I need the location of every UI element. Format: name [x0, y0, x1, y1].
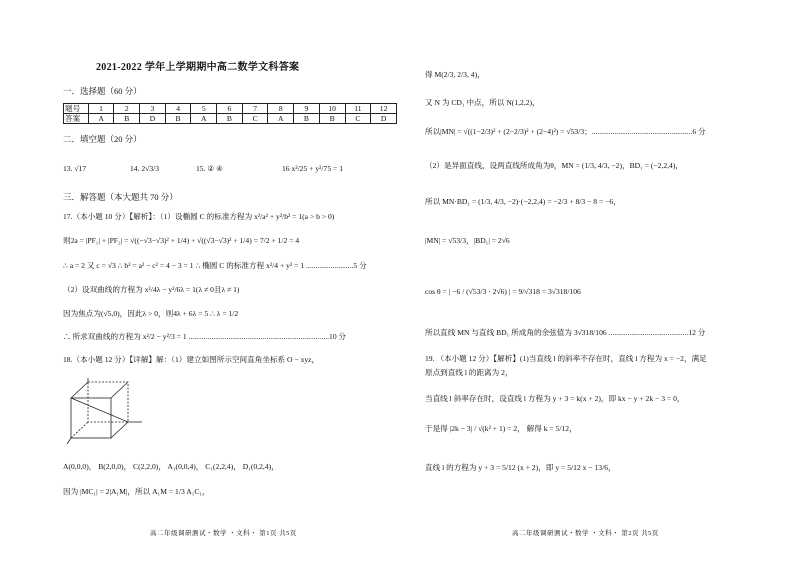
fill-answer-14: 14. 2√3/3	[130, 164, 160, 173]
table-cell: 6	[217, 104, 243, 114]
table-cell: A	[191, 114, 217, 124]
table-header-row	[64, 104, 397, 114]
table-cell: A	[88, 114, 114, 124]
x-axis	[67, 438, 71, 444]
table-cell: 5	[191, 104, 217, 114]
r-line-7: cos θ = | −6 / (√53/3 · 2√6) | = 9/√318 = 3√318/106	[425, 287, 581, 296]
page-footer: 高二年级调研测试・数学 ・文科・ 第2页 共5页	[512, 530, 659, 537]
table-cell: B	[114, 114, 140, 124]
page-footer: 高二年级调研测试・数学 ・文科・ 第1页 共5页	[150, 530, 297, 537]
answer-table	[63, 103, 397, 124]
q17-line-3: ∴ a = 2 又 c = √3 ∴ b² = a² − c² = 4 − 3 = 1 ∴ 椭圆 C 的标准方程 x²/4 + y² = 1 .........................5 分	[63, 261, 367, 270]
table-cell: A	[268, 114, 294, 124]
diagonal-line	[71, 398, 128, 422]
table-cell: 答案	[64, 114, 89, 124]
q17-line-1: 17.（本小题 10 分）【解析】：（1）设椭圆 C 的标准方程为 x²/a² + y²/b² = 1(a > b > 0)	[63, 212, 335, 221]
table-cell: 1	[88, 104, 114, 114]
q18-line-2: 因为 |MC₁| = 2|A₁M|，所以 A₁M = 1/3 A₁C₁，	[63, 487, 210, 496]
r-line-13: 直线 l 的方程为 y + 3 = 5/12 (x + 2)，即 y = 5/12 x − 13/6，	[425, 463, 616, 472]
r-line-5: 所以 MN·BD₁ = (1/3, 4/3, −2)·(−2,2,4) = −2/3 + 8/3 − 8 = −6，	[425, 197, 621, 206]
r-line-2: 又 N 为 CD₁ 中点，所以 N(1,2,2)，	[425, 98, 540, 107]
r-line-9: 19. （本小题 12 分）【解析】(1)当直线 l 的斜率不存在时，直线 l 方程为 x = −2，满足	[425, 354, 707, 363]
table-cell: 7	[242, 104, 268, 114]
r-line-4: （2）是异面直线，设两直线所成角为θ，MN = (1/3, 4/3, −2)，BD₁ = (−2,2,4)，	[425, 161, 683, 170]
page-2	[397, 0, 794, 561]
q17-line-2: 则2a = |PF₁| + |PF₂| = √((−√3−√3)² + 1/4) + √((√3−√3)² + 1/4) = 7/2 + 1/2 = 4	[63, 236, 300, 245]
table-cell: 题号	[64, 104, 89, 114]
cube-edge	[71, 422, 88, 438]
cube-edge	[71, 382, 88, 398]
table-cell: B	[217, 114, 243, 124]
table-cell: 11	[345, 104, 371, 114]
table-cell: 10	[319, 104, 345, 114]
table-row	[64, 114, 397, 124]
fill-answer-13: 13. √17	[63, 164, 87, 173]
r-line-1: 得 M(2/3, 2/3, 4)，	[425, 70, 485, 79]
page-title: 2021-2022 学年上学期期中高二数学文科答案	[96, 62, 300, 73]
cube-figure	[66, 376, 146, 446]
r-line-8: 所以直线 MN 与直线 BD₁ 所成角的余弦值为 3√318/106 ..........................................12 分	[425, 328, 706, 337]
q17-line-6: ∴ 所求双曲线的方程为 x²/2 − y²/3 = 1 ..........................................................................10 分	[63, 332, 347, 341]
table-cell: 8	[268, 104, 294, 114]
section-choice-heading: 一．选择题（60 分）	[63, 86, 142, 96]
r-line-12: 于是得 |2k − 3| / √(k² + 1) = 2， 解得 k = 5/12，	[425, 424, 577, 433]
table-cell: C	[345, 114, 371, 124]
r-line-6: |MN| = √53/3，|BD₁| = 2√6	[425, 236, 510, 245]
table-cell: B	[294, 114, 320, 124]
table-cell: 4	[165, 104, 191, 114]
q18-line-1: 18.（本小题 12 分）【详解】解：（1）建立如图所示空间直角坐标系 O − xyz，	[63, 355, 320, 364]
section-solve-heading: 三．解答题（本大题共 70 分）	[63, 192, 178, 202]
table-cell: B	[165, 114, 191, 124]
r-line-3: 所以|MN| = √((1−2/3)² + (2−2/3)² + (2−4)²) = √53/3；.....................................................6 分	[425, 127, 706, 136]
table-cell: 12	[371, 104, 397, 114]
fill-answer-15: 15. ② ④	[196, 164, 223, 173]
cube-edge	[111, 422, 128, 438]
table-cell: 9	[294, 104, 320, 114]
cube-edge	[111, 382, 128, 398]
table-cell: D	[371, 114, 397, 124]
table-cell: B	[319, 114, 345, 124]
r-line-11: 当直线 l 斜率存在时，设直线 l 方程为 y + 3 = k(x + 2)，即 kx − y + 2k − 3 = 0，	[425, 394, 685, 403]
r-line-10: 原点到直线 l 的距离为 2，	[425, 368, 513, 377]
q17-line-4: （2）设双曲线的方程为 x²/4λ − y²/6λ = 1(λ ≠ 0且λ ≠ 1)	[63, 285, 240, 294]
table-cell: D	[140, 114, 166, 124]
table-cell: C	[242, 114, 268, 124]
table-cell: 3	[140, 104, 166, 114]
table-cell: 2	[114, 104, 140, 114]
fill-answer-16: 16 x²/25 + y²/75 = 1	[282, 164, 344, 173]
section-fill-heading: 二．填空题（20 分）	[63, 134, 142, 144]
coordinates-line: A(0,0,0)， B(2,0,0)， C(2,2,0)， A₁(0,0,4)， C₁(2,2,4)， D₁(0,2,4)，	[63, 462, 279, 471]
q17-line-5: 因为焦点为(√5,0)，因此λ > 0，则4λ + 6λ = 5 ∴ λ = 1/2	[63, 309, 239, 318]
